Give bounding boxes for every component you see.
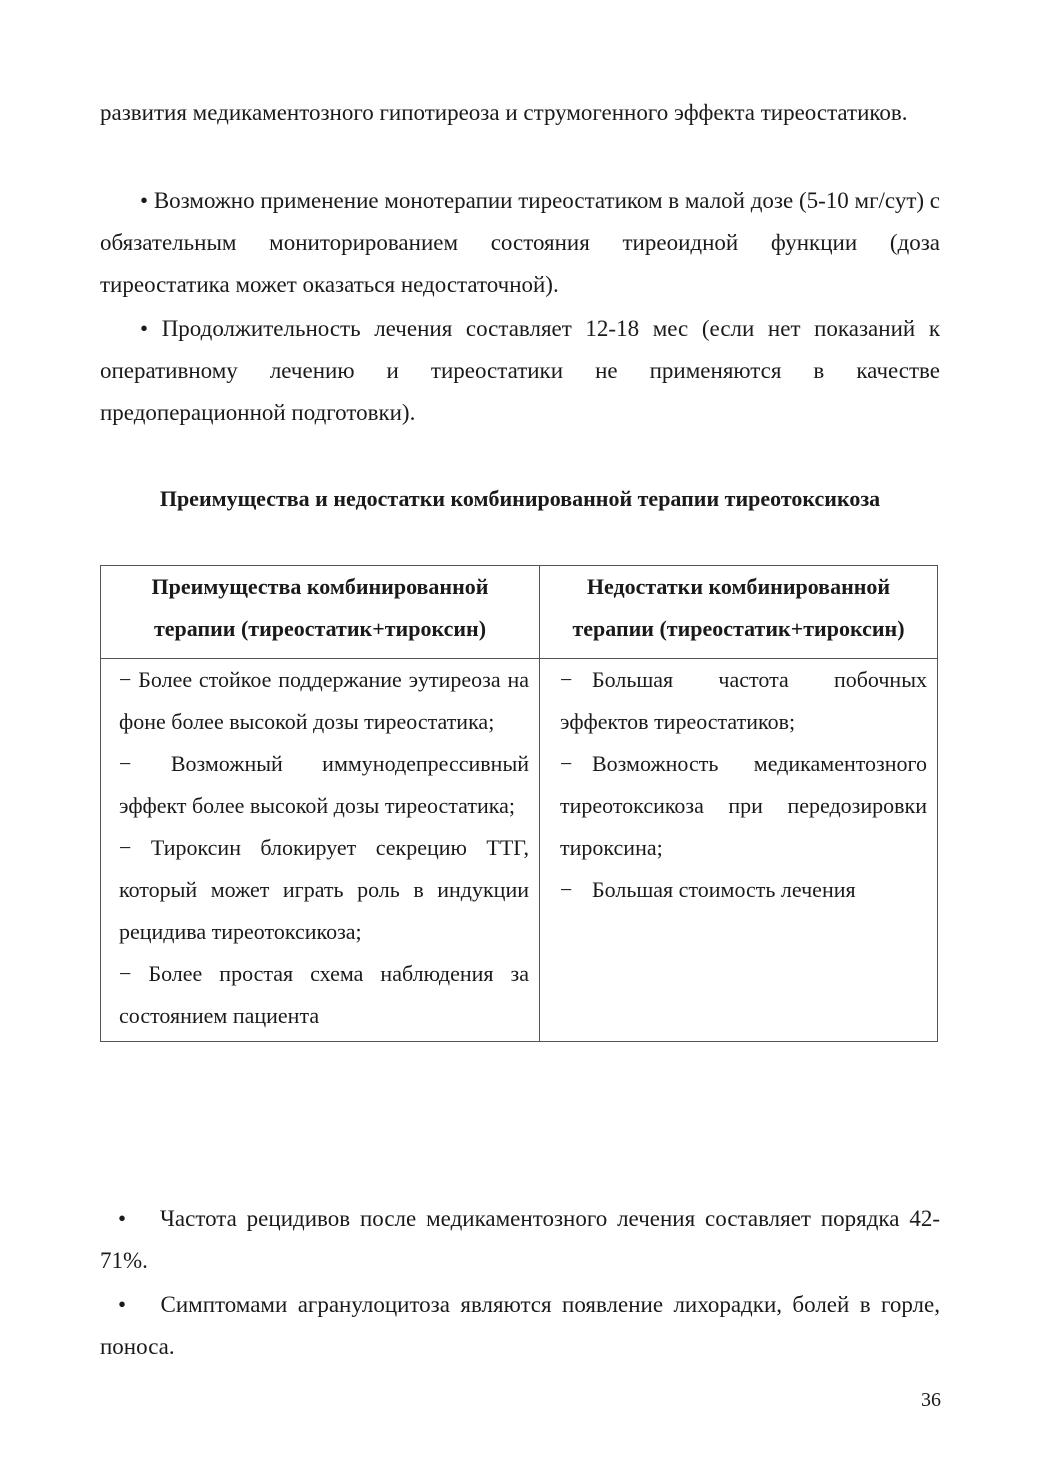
list-item-text: Возможность медикаментозного тиреотоксикоза при передозировки тироксина; [560,751,927,860]
list-item-text: Более стойкое поддержание эутиреоза на фоне более высокой дозы тиреостатика; [119,667,529,734]
paragraph-text: развития медикаментозного гипотиреоза и струмогенного эффекта тиреостатиков. [100,100,908,125]
dash-icon: − [560,751,573,776]
bullet-paragraph-monotherapy [100,180,940,306]
table-title: Преимущества и недостатки комбинированной терапии тиреотоксикоза [159,486,881,511]
dash-icon: − [119,835,132,860]
table-row [101,659,938,1042]
paragraph-text: Частота рецидивов после медикаментозного лечения составляет порядка 42-71%. [100,1206,940,1273]
dash-icon: − [560,877,573,902]
list-item [119,659,529,743]
bullet-icon: • [140,316,149,341]
comparison-table [100,565,938,1042]
list-item [119,743,529,827]
header-disadvantages: Недостатки комбинированной терапии (тиреостатик+тироксин) [540,566,938,659]
dash-icon: − [119,751,132,776]
list-item-text: Большая стоимость лечения [592,877,856,902]
bullet-paragraph-agranulocytosis [100,1284,940,1368]
list-item-text: Более простая схема наблюдения за состоянием пациента [119,961,529,1028]
list-item [119,827,529,953]
list-item [560,659,927,743]
list-item-text: Тироксин блокирует секрецию ТТГ, который может играть роль в индукции рецидива тиреотоксикоза; [119,835,529,944]
header-advantages: Преимущества комбинированной терапии (тиреостатик+тироксин) [101,566,540,659]
dash-icon: − [119,667,132,692]
list-item [119,953,529,1037]
paragraph-text: Продолжительность лечения составляет 12-18 мес (если нет показаний к оперативному лечению и тиреостатики не применяются в качестве предоперационной подготовки). [100,316,940,425]
list-item [560,869,927,911]
bullet-paragraph-duration [100,308,940,434]
paragraph-continuation [100,92,940,134]
bullet-icon: • [118,1292,127,1317]
page-number: 36 [921,1389,941,1411]
advantages-cell [101,659,540,1042]
disadvantages-cell [540,659,938,1042]
table-header-row [101,566,938,659]
bullet-icon: • [118,1206,127,1231]
paragraph-text: Возможно применение монотерапии тиреостатиком в малой дозе (5-10 мг/сут) с обязательным мониторированием состояния тиреоидной функции (доза тиреостатика может оказаться недостаточной). [100,188,941,297]
paragraph-text: Симптомами агранулоцитоза являются появление лихорадки, болей в горле, поноса. [100,1292,940,1359]
bullet-icon: • [140,188,149,213]
list-item [560,743,927,869]
dash-icon: − [560,667,573,692]
bullet-paragraph-relapse [100,1198,940,1282]
dash-icon: − [119,961,132,986]
list-item-text: Возможный иммунодепрессивный эффект более высокой дозы тиреостатика; [119,751,530,818]
list-item-text: Большая частота побочных эффектов тиреостатиков; [560,667,927,734]
